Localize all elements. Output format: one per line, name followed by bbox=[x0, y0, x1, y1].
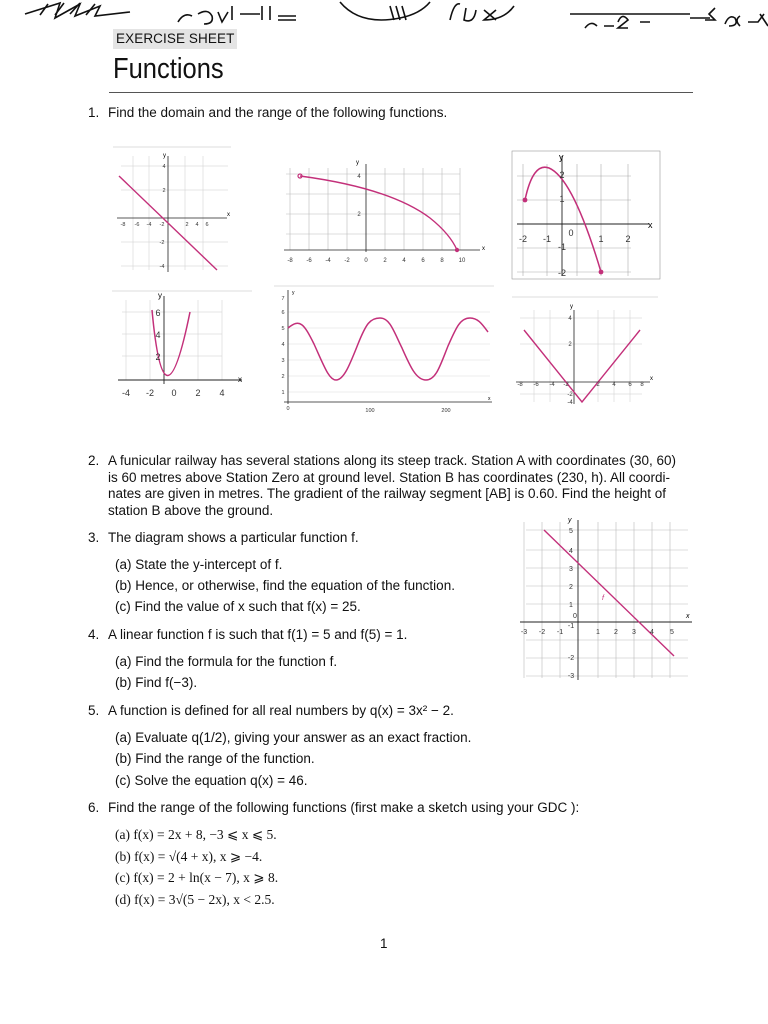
x-tick: 0 bbox=[364, 258, 368, 264]
x-tick: 2 bbox=[614, 629, 618, 636]
q5-part-a: (a) Evaluate q(1/2), giving your answer as an exact fraction. bbox=[115, 730, 472, 745]
q3-part-b: (b) Hence, or otherwise, find the equation of the function. bbox=[115, 578, 455, 593]
y-tick: 1 bbox=[281, 390, 285, 396]
q3-part-c: (c) Find the value of x such that f(x) = 25. bbox=[115, 599, 361, 614]
x-axis-label: x bbox=[648, 220, 653, 230]
x-tick: -4 bbox=[549, 382, 555, 388]
x-tick: -8 bbox=[517, 382, 523, 388]
q4-number: 4. bbox=[88, 627, 100, 642]
sine-curve bbox=[288, 318, 488, 380]
x-tick: -2 bbox=[518, 234, 528, 244]
x-tick: 6 bbox=[628, 382, 632, 388]
graph-3 bbox=[511, 150, 661, 280]
q5-part-b: (b) Find the range of the function. bbox=[115, 751, 315, 766]
q5-part-c: (c) Solve the equation q(x) = 46. bbox=[115, 773, 308, 788]
x-tick: 0 bbox=[286, 406, 290, 412]
y-tick: 6 bbox=[155, 308, 161, 318]
graph-7 bbox=[516, 512, 698, 682]
closed-endpoint bbox=[523, 198, 528, 203]
x-tick: 2 bbox=[195, 388, 201, 398]
y-tick: 2 bbox=[357, 212, 361, 218]
graph-2 bbox=[280, 158, 490, 270]
q3-text: The diagram shows a particular function f. bbox=[108, 530, 359, 545]
x-tick: -2 bbox=[145, 388, 155, 398]
q6-part-b: (b) f(x) = √(4 + x), x ⩾ −4. bbox=[115, 849, 263, 864]
q2-line: A funicular railway has several stations along its steep track. Station A with coordinates (30, 60) bbox=[108, 453, 677, 468]
x-tick: 2 bbox=[625, 234, 631, 244]
y-axis-label: y bbox=[292, 290, 295, 296]
graph-1 bbox=[113, 146, 231, 274]
x-tick: 4 bbox=[219, 388, 225, 398]
y-tick: -2 bbox=[567, 392, 573, 398]
x-tick: 2 bbox=[596, 382, 600, 388]
x-tick: -1 bbox=[542, 234, 552, 244]
x-tick: 10 bbox=[458, 258, 466, 264]
parabola-curve bbox=[525, 167, 604, 272]
y-tick: 4 bbox=[162, 164, 166, 170]
x-tick: 2 bbox=[185, 222, 189, 228]
q5-number: 5. bbox=[88, 703, 100, 718]
q1-number: 1. bbox=[88, 105, 100, 120]
q6-part-c: (c) f(x) = 2 + ln(x − 7), x ⩾ 8. bbox=[115, 870, 279, 885]
x-axis-label: x bbox=[488, 396, 491, 402]
y-tick: -3 bbox=[567, 673, 575, 680]
x-axis-label: x bbox=[238, 375, 242, 384]
x-tick: 6 bbox=[205, 222, 209, 228]
page-title: Functions bbox=[113, 53, 224, 85]
x-tick: 2 bbox=[383, 258, 387, 264]
y-axis-label: y bbox=[570, 304, 573, 310]
y-tick: 2 bbox=[281, 374, 285, 380]
q6-text: Find the range of the following functions (first make a sketch using your GDC ): bbox=[108, 800, 580, 815]
x-tick: -1 bbox=[556, 629, 564, 636]
y-tick: -4 bbox=[567, 400, 573, 406]
x-tick: 1 bbox=[598, 234, 604, 244]
graph-5 bbox=[274, 284, 494, 414]
y-tick: -4 bbox=[159, 264, 165, 270]
y-tick: 7 bbox=[281, 296, 285, 302]
y-tick: 2 bbox=[162, 188, 166, 194]
graph-6 bbox=[512, 296, 658, 408]
x-tick: -6 bbox=[306, 258, 312, 264]
linear-function-curve bbox=[544, 530, 674, 656]
q6-number: 6. bbox=[88, 800, 100, 815]
x-axis-label: x bbox=[482, 246, 485, 252]
y-tick: 0 bbox=[568, 228, 574, 238]
q2-text bbox=[108, 453, 698, 519]
closed-endpoint bbox=[455, 248, 459, 252]
q2-line: is 60 metres above Station Zero at ground level. Station B has coordinates (230, h). All coordi- bbox=[108, 469, 671, 485]
q6-part-d: (d) f(x) = 3√(5 − 2x), x < 2.5. bbox=[115, 892, 275, 907]
x-axis-label: x bbox=[227, 212, 230, 218]
page-number: 1 bbox=[380, 936, 388, 951]
y-axis-label: y bbox=[163, 153, 166, 159]
y-tick: 5 bbox=[281, 326, 285, 332]
y-axis-label: y bbox=[356, 160, 359, 166]
y-tick: 1 bbox=[559, 194, 565, 204]
x-tick: 6 bbox=[421, 258, 425, 264]
concave-curve bbox=[300, 176, 457, 250]
y-axis-label: y bbox=[568, 517, 572, 524]
x-tick: -6 bbox=[134, 222, 140, 228]
x-tick: -3 bbox=[520, 629, 528, 636]
y-tick: -2 bbox=[557, 268, 567, 278]
q3-number: 3. bbox=[88, 530, 100, 545]
x-axis-label: x bbox=[650, 376, 653, 382]
x-tick: -2 bbox=[563, 382, 569, 388]
x-tick: -4 bbox=[146, 222, 152, 228]
y-tick: 2 bbox=[568, 342, 572, 348]
y-tick: 4 bbox=[281, 342, 285, 348]
q2-number: 2. bbox=[88, 453, 100, 468]
x-tick: -4 bbox=[325, 258, 331, 264]
x-tick: 8 bbox=[640, 382, 644, 388]
q6-part-a: (a) f(x) = 2x + 8, −3 ⩽ x ⩽ 5. bbox=[115, 827, 277, 842]
y-tick: 6 bbox=[281, 310, 285, 316]
x-tick: -2 bbox=[159, 222, 165, 228]
x-tick: -8 bbox=[287, 258, 293, 264]
x-tick: 4 bbox=[402, 258, 406, 264]
q2-line: station B above the ground. bbox=[108, 502, 274, 518]
x-tick: 8 bbox=[440, 258, 444, 264]
y-tick: 4 bbox=[568, 316, 572, 322]
y-tick: 3 bbox=[569, 566, 573, 573]
exercise-sheet-tag: EXERCISE SHEET bbox=[113, 29, 237, 49]
x-tick: -8 bbox=[120, 222, 126, 228]
y-tick: 0 bbox=[573, 613, 577, 620]
x-tick: 1 bbox=[596, 629, 600, 636]
y-tick: 1 bbox=[569, 602, 573, 609]
x-tick: -4 bbox=[121, 388, 131, 398]
q5-text: A function is defined for all real numbers by q(x) = 3x² − 2. bbox=[108, 703, 454, 718]
y-tick: -2 bbox=[567, 655, 575, 662]
y-axis-label: y bbox=[559, 152, 564, 162]
closed-endpoint bbox=[599, 270, 604, 275]
x-axis-label: x bbox=[686, 613, 690, 620]
x-tick: 5 bbox=[670, 629, 674, 636]
y-tick: 4 bbox=[569, 548, 573, 555]
x-tick: 0 bbox=[171, 388, 177, 398]
y-tick: 2 bbox=[569, 584, 573, 591]
function-label: f bbox=[602, 595, 604, 602]
y-tick: -2 bbox=[159, 240, 165, 246]
x-tick: 100 bbox=[365, 408, 375, 414]
q2-line: nates are given in metres. The gradient of the railway segment [AB] is 0.60. Find the height of bbox=[108, 486, 667, 501]
x-tick: 4 bbox=[195, 222, 199, 228]
x-tick: -2 bbox=[344, 258, 350, 264]
y-tick: 4 bbox=[155, 330, 161, 340]
q1-text: Find the domain and the range of the following functions. bbox=[108, 105, 448, 120]
y-tick: 3 bbox=[281, 358, 285, 364]
v-shape-curve bbox=[524, 330, 640, 402]
q4-part-a: (a) Find the formula for the function f. bbox=[115, 654, 338, 669]
q4-part-b: (b) Find f(−3). bbox=[115, 675, 198, 690]
y-tick: 2 bbox=[559, 170, 565, 180]
q3-part-a: (a) State the y-intercept of f. bbox=[115, 557, 283, 572]
y-tick: -1 bbox=[567, 623, 575, 630]
y-tick: 5 bbox=[569, 528, 573, 535]
y-tick: -1 bbox=[557, 242, 567, 252]
title-rule bbox=[109, 92, 693, 93]
parabola-curve bbox=[152, 310, 190, 376]
x-tick: 4 bbox=[650, 629, 654, 636]
x-tick: 3 bbox=[632, 629, 636, 636]
graph-4 bbox=[112, 290, 252, 408]
x-tick: 4 bbox=[612, 382, 616, 388]
y-axis-label: y bbox=[158, 291, 162, 300]
q4-text: A linear function f is such that f(1) = 5 and f(5) = 1. bbox=[108, 627, 408, 642]
y-tick: 4 bbox=[357, 174, 361, 180]
x-tick: 200 bbox=[441, 408, 451, 414]
handwritten-scribble bbox=[0, 0, 768, 30]
x-tick: -2 bbox=[538, 629, 546, 636]
x-tick: -6 bbox=[533, 382, 539, 388]
y-tick: 2 bbox=[155, 352, 161, 362]
